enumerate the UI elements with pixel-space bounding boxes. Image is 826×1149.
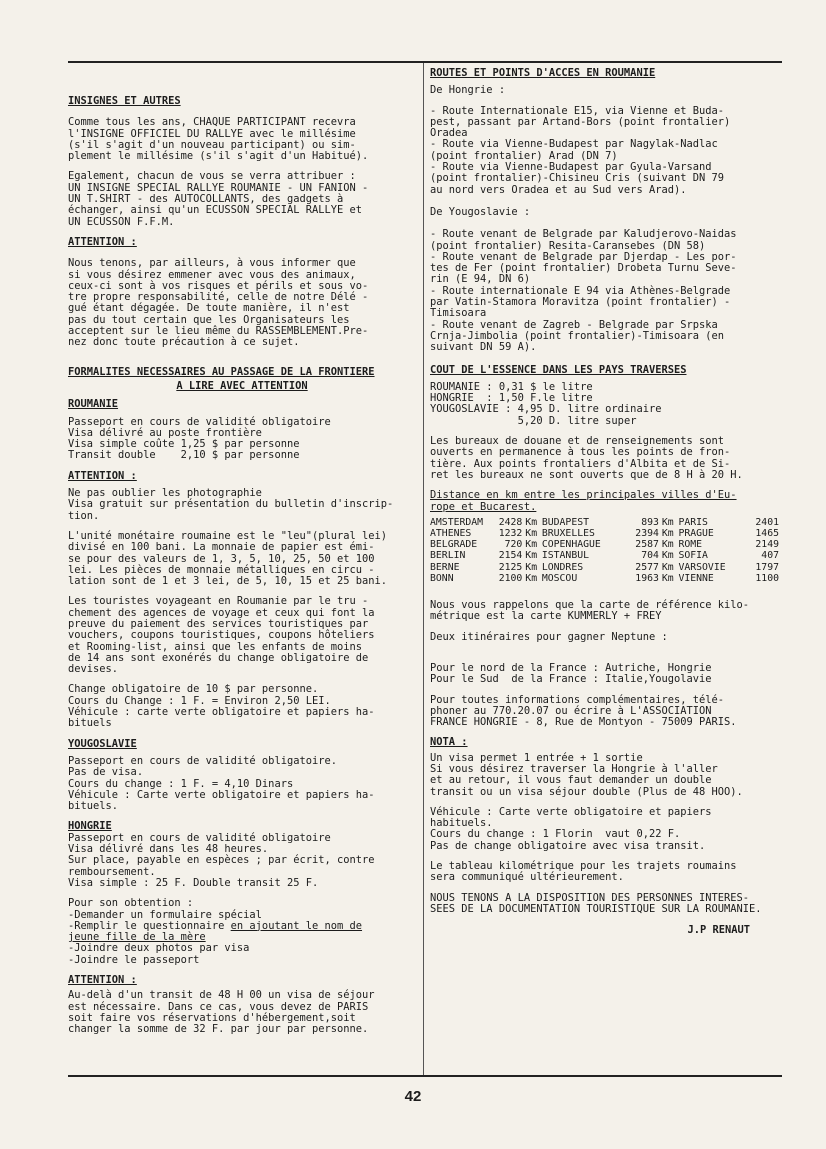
bottom-rule: [68, 1075, 782, 1077]
distance-unit: Km: [661, 539, 674, 551]
distance-city: COPENHAGUE: [541, 539, 601, 551]
photo-visa-paragraph: Ne pas oublier les photographie Visa gratuit sur présentation du bulletin d'inscrip- tion.: [68, 487, 394, 522]
formalites-subtitle: A LIRE AVEC ATTENTION: [176, 379, 308, 392]
distance-unit: Km: [525, 528, 538, 539]
column-divider: [423, 63, 424, 1075]
distance-city: LONDRES: [541, 561, 584, 573]
routes-hongrie-paragraph: - Route Internationale E15, via Vienne et Buda- pest, passant par Artand-Bors (point frontalier) Oradea - Route via Vienne-Budapest par Nagylak-Nadlac (point frontalier) Arad (DN 7) - Route via Vienne-Budapest par Gyula-Varsand (point frontalier)-Chisineu Cris (suivant DN 79 au nord vers Oradea et au Sud vers Arad).: [430, 104, 731, 196]
distance-unit: Km: [661, 550, 674, 562]
distance-city: VARSOVIE: [678, 561, 726, 573]
attention-heading-1: ATTENTION :: [68, 235, 137, 248]
itineraires-paragraph: Deux itinéraires pour gagner Neptune :: [430, 630, 668, 643]
distance-city: ATHENES: [430, 528, 472, 539]
formalites-heading: FORMALITES NECESSAIRES AU PASSAGE DE LA FRONTIERE: [68, 365, 375, 378]
distance-km: 2577: [635, 561, 659, 573]
distance-km: 407: [761, 550, 779, 562]
hongrie-steps-underlined: en ajoutant le nom de jeune fille de la mère: [68, 919, 363, 944]
distance-km: 720: [504, 539, 523, 551]
yougoslavie-heading: YOUGOSLAVIE: [68, 737, 137, 750]
distance-unit: Km: [525, 561, 538, 573]
attention-heading-3: ATTENTION :: [68, 974, 137, 986]
distance-city: ROME: [678, 539, 703, 551]
formalites-subtitle-wrap: [68, 381, 416, 392]
distance-heading: Distance en km entre les principales villes d'Eu- rope et Bucarest.: [430, 489, 737, 513]
signature: J.P RENAUT: [687, 924, 750, 937]
distance-km: 704: [641, 550, 659, 562]
currency-paragraph: L'unité monétaire roumaine est le "leu"(plural lei) divisé en 100 bani. La monnaie de papier est émi- se pour des valeurs de 1, 3, 5, 10, 25, 50 et 100 lei. Les pièces de monnaie métalliques en circu - lation sont de 1 et 3 lei, de 5, 10, 15 et 25 bani.: [68, 529, 388, 588]
yougoslavie-paragraph: Passeport en cours de validité obligatoire. Pas de visa. Cours du change : 1 F. = 4,10 Dinars Véhicule : Carte verte obligatoire et papiers ha- bituels.: [68, 754, 375, 813]
hongrie-paragraph-1: Passeport en cours de validité obligatoire Visa délivré dans les 48 heures. Sur place, payable en espèces ; par écrit, contre remboursement. Visa simple : 25 F. Double transit 25 F.: [68, 831, 375, 889]
distance-unit: Km: [661, 572, 674, 584]
distance-city: BUDAPEST: [541, 516, 590, 528]
distance-km: 2401: [755, 516, 779, 528]
distance-km: 1963: [635, 572, 659, 584]
change-paragraph: Change obligatoire de 10 $ par personne. Cours du Change : 1 F. = Environ 2,50 LEI. Véhicule : carte verte obligatoire et papiers ha- bituels: [68, 683, 375, 730]
distance-km: 2149: [755, 539, 779, 551]
nota-visa-paragraph: Un visa permet 1 entrée + 1 sortie Si vous désirez traverser la Hongrie à l'aller et au retour, il vous faut demander un double transit ou un visa séjour double (Plus de 48 HOO).: [430, 751, 743, 798]
itineraires-list: Pour le nord de la France : Autriche, Hongrie Pour le Sud de la France : Italie,Yougolavie: [430, 661, 712, 686]
distance-unit: Km: [525, 539, 538, 551]
routes-heading: ROUTES ET POINTS D'ACCES EN ROUMANIE: [430, 67, 656, 79]
distance-unit: Km: [661, 561, 674, 573]
animals-paragraph: Nous tenons, par ailleurs, à vous informer que si vous désirez emmener avec vous des animaux, ceux-ci sont à vos risques et périls et sous vo- tre propre responsabilité, celle de notre Délé - gué étant dégagée. De toute manière, il n'est pas du tout certain que les Organisateurs les acceptent sur le lieu même du RASSEMBLEMENT.Pre- nez donc toute précaution à ce sujet.: [68, 257, 369, 349]
nota-tableau-paragraph: Le tableau kilométrique pour les trajets roumains sera communiqué ultérieurement.: [430, 860, 737, 884]
distance-row: [430, 573, 782, 584]
distance-km: 1797: [755, 561, 779, 573]
douane-paragraph: Les bureaux de douane et de renseignements sont ouverts en permanence à tous les points de fron- tière. Aux points frontaliers d'Albita et de Si- ret les bureaux ne sont ouverts que de 8 H à 20 H.: [430, 435, 743, 481]
distance-city: MOSCOU: [541, 572, 578, 584]
carte-paragraph: Nous vous rappelons que la carte de référence kilo- métrique est la carte KUMMERLY + FREY: [430, 599, 750, 623]
top-rule: [68, 61, 782, 63]
insignes-paragraph-2: Egalement, chacun de vous se verra attribuer : UN INSIGNE SPECIAL RALLYE ROUMANIE - UN FANION - UN T.SHIRT - des AUTOCOLLANTS, des gadgets à échanger, ainsi qu'un ECUSSON SPECIAL RALLYE et UN ECUSSON F.F.M.: [68, 170, 369, 228]
distance-unit: Km: [525, 550, 538, 562]
distance-km: 2125: [498, 561, 523, 573]
contact-paragraph: Pour toutes informations complémentaires, télé- phoner au 770.20.07 ou écrire à L'ASSOCIATION FRANCE HONGRIE - 8, Rue de Montyon - 75009 PARIS.: [430, 693, 737, 729]
distance-unit: Km: [525, 516, 538, 528]
hongrie-steps-intro: Pour son obtention : -Demander un formulaire spécial -Remplir le questionnaire: [68, 897, 262, 932]
distance-unit: Km: [661, 528, 674, 539]
routes-yougo-label: De Yougoslavie :: [430, 205, 531, 218]
distance-km: 893: [641, 516, 659, 528]
distance-city: SOFIA: [678, 550, 708, 562]
distance-km: 2394: [635, 528, 659, 539]
routes-hongrie-label: De Hongrie :: [430, 84, 506, 97]
distance-km: 1100: [755, 572, 779, 584]
distance-city: VIENNE: [678, 572, 714, 584]
distance-unit: Km: [525, 572, 538, 584]
essence-prices: ROUMANIE : 0,31 $ le litre HONGRIE : 1,50 F.le litre YOUGOSLAVIE : 4,95 D. litre ordinaire 5,20 D. litre super: [430, 380, 662, 427]
routes-yougo-paragraph: - Route venant de Belgrade par Kaludjerovo-Naidas (point frontalier) Resita-Caransebes (DN 58) - Route venant de Belgrade par Djerdap - Les por- tes de Fer (point frontalier) Drobeta Turnu Seve- rin (E 94, DN 6) - Route internationale E 94 via Athènes-Belgrade par Vatin-Stamora Moravitza (point frontalier) - Timisoara - Route venant de Zagreb - Belgrade par Srpska Crnja-Jimbolia (point frontalier)-Timisoara (en suivant DN 59 A).: [430, 228, 737, 354]
roumanie-paragraph: Passeport en cours de validité obligatoire Visa délivré au poste frontière Visa simple coûte 1,25 $ par personne Transit double 2,10 $ par personne: [68, 415, 331, 462]
right-column: [430, 68, 782, 937]
distance-city: BELGRADE: [430, 539, 478, 551]
page-number: 42: [404, 1088, 422, 1105]
insignes-heading: INSIGNES ET AUTRES: [68, 95, 181, 107]
transit-paragraph: Au-delà d'un transit de 48 H 00 un visa de séjour est nécessaire. Dans ce cas, vous devez de PARIS soit faire vos réservations d'hébergement,soit changer la somme de 32 F. par jour par personne.: [68, 989, 375, 1036]
distance-row: [430, 539, 782, 550]
hongrie-heading: HONGRIE: [68, 820, 112, 833]
distance-km: 1465: [755, 528, 779, 539]
distance-row: [430, 562, 782, 573]
distance-km: 2428: [498, 516, 523, 528]
distance-km: 2154: [498, 550, 523, 562]
hongrie-steps-rest: -Joindre deux photos par visa -Joindre le passeport: [68, 942, 250, 966]
tourists-paragraph: Les touristes voyageant en Roumanie par le tru - chement des agences de voyage et ceux qui font la preuve du paiement des services touristiques par vouchers, coupons touristiques, coupons hôteliers et Rooming-list, ainsi que les enfants de moins de 14 ans sont exonérés du change obligatoire de devises.: [68, 595, 375, 676]
distance-km: 1232: [498, 528, 523, 539]
distance-table: [430, 517, 782, 584]
attention-heading-2: ATTENTION :: [68, 469, 137, 482]
distance-row: [430, 550, 782, 561]
distance-city: BONN: [430, 572, 454, 584]
hongrie-paragraph-2: [68, 898, 416, 966]
distance-km: 2587: [635, 539, 659, 551]
distance-city: ISTANBUL: [541, 550, 590, 562]
left-column: [68, 96, 416, 1044]
documentation-paragraph: NOUS TENONS A LA DISPOSITION DES PERSONNES INTERES- SEES DE LA DOCUMENTATION TOURISTIQUE SUR LA ROUMANIE.: [430, 891, 762, 915]
distance-city: BERNE: [430, 561, 460, 573]
distance-row: [430, 517, 782, 528]
distance-city: AMSTERDAM: [430, 516, 484, 528]
insignes-paragraph-1: Comme tous les ans, CHAQUE PARTICIPANT recevra l'INSIGNE OFFICIEL DU RALLYE avec le millésime (s'il s'agit d'un nouveau participant) ou sim- plement le millésime (s'il s'agit d'un Habitué).: [68, 116, 369, 163]
distance-city: BRUXELLES: [541, 528, 595, 539]
roumanie-heading: ROUMANIE: [68, 398, 119, 411]
nota-heading: NOTA :: [430, 736, 468, 749]
essence-heading: COUT DE L'ESSENCE DANS LES PAYS TRAVERSES: [430, 363, 687, 376]
distance-unit: Km: [661, 516, 674, 528]
distance-row: [430, 528, 782, 539]
nota-vehicule-paragraph: Véhicule : Carte verte obligatoire et papiers habituels. Cours du change : 1 Florin vaut 0,22 F. Pas de change obligatoire avec visa transit.: [430, 805, 712, 852]
distance-city: PRAGUE: [678, 528, 714, 539]
distance-city: PARIS: [678, 516, 708, 528]
distance-city: BERLIN: [430, 550, 466, 562]
distance-km: 2100: [498, 572, 523, 584]
